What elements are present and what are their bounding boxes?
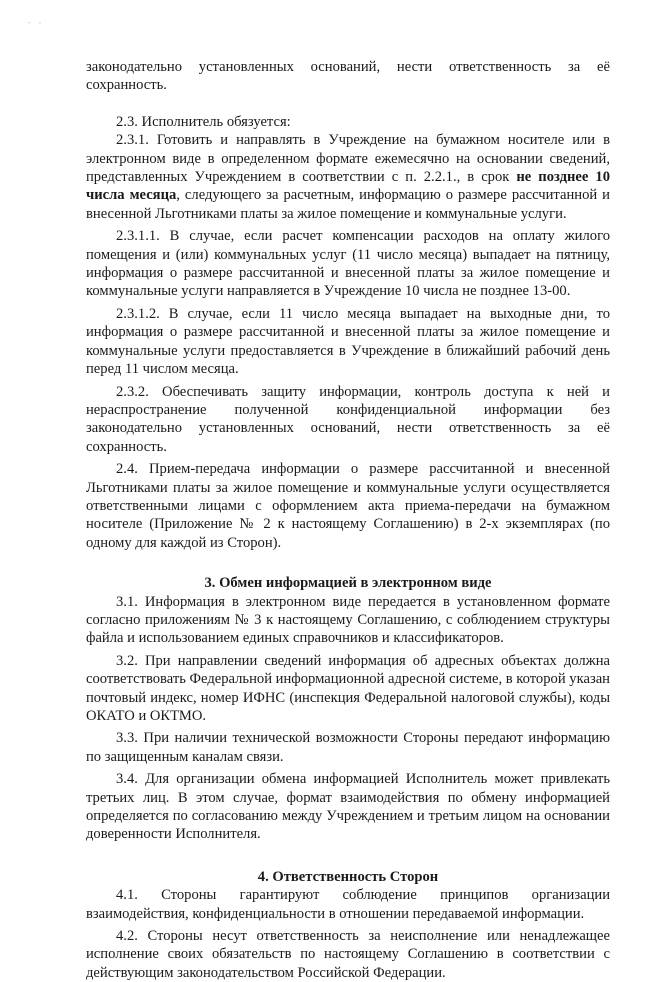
clause-3-2: 3.2. При направлении сведений информация об адресных объектах должна соответствовать Федеральной информационной адресной системе, в которой указан почтовый индекс, номер ИФНС (инспекция Федеральной налоговой службы), коды ОКАТО и ОКТМО. (86, 652, 610, 724)
clause-3-4: 3.4. Для организации обмена информацией Исполнитель может привлекать третьих лиц. В этом случае, формат взаимодействия по обмену информацией определяется по согласованию между Учреждением и третьим лицом на основании доверенности Исполнителя. (86, 771, 610, 843)
clause-2-3-1-deadline: не позднее 10 числа месяца (86, 169, 610, 204)
page-mark: - - (28, 18, 45, 27)
clause-2-3-1-2: 2.3.1.2. В случае, если 11 число месяца выпадает на выходные дни, то информация о размере рассчитанной и внесенной платы за жилое помещение и коммунальные услуги предоставляется в Учреждение в ближайший рабочий день перед 11 числом месяца. (86, 305, 610, 378)
clause-2-4: 2.4. Прием-передача информации о размере рассчитанной и внесенной Льготниками платы за жилое помещение и коммунальные услуги осуществляется ответственными лицами с оформлением акта приема-передачи на бумажном носителе (Приложение № 2 к настоящему Соглашению) в 2-х экземплярах (по одному для каждой из Сторон). (86, 461, 610, 551)
section-3-heading: 3. Обмен информацией в электронном виде (204, 575, 492, 592)
clause-2-3-1-text-b: , следующего за расчетным, информацию о размере рассчитанной и внесенной Льготниками платы за жилое помещение и коммунальные услуги. (86, 187, 610, 222)
clause-2-3-1-text-a: 2.3.1. Готовить и направлять в Учреждение на бумажном носителе или в электронном виде в определенном формате ежемесячно на основании сведений, представленных Учреждением в соответствии с п. 2.2.1., в срок (86, 132, 610, 186)
clause-2-3-1 (86, 131, 610, 223)
clause-4-1: 4.1. Стороны гарантируют соблюдение принципов организации взаимодействия, конфиденциальности в отношении передаваемой информации. (86, 887, 610, 922)
section-2-3-title: 2.3. Исполнитель обязуется: (116, 113, 291, 130)
intro-paragraph: законодательно установленных оснований, нести ответственность за её сохранность. (86, 59, 610, 94)
clause-3-3: 3.3. При наличии технической возможности Стороны передают информацию по защищенным каналам связи. (86, 730, 610, 765)
clause-3-1: 3.1. Информация в электронном виде передается в установленном формате согласно приложениям № 3 к настоящему Соглашению, с соблюдением структуры файла и использованием единых справочников и классификаторов. (86, 593, 610, 647)
clause-4-2: 4.2. Стороны несут ответственность за неисполнение или ненадлежащее исполнение своих обязательств по настоящему Соглашению в соответствии с действующим законодательством Российской Федерации. (86, 928, 610, 981)
clause-2-3-2: 2.3.2. Обеспечивать защиту информации, контроль доступа к ней и нераспространение полученной конфиденциальной информации без законодательно установленных оснований, нести ответственность за её сохранность. (86, 383, 610, 455)
section-4-heading: 4. Ответственность Сторон (257, 868, 439, 885)
clause-2-3-1-1: 2.3.1.1. В случае, если расчет компенсации расходов на оплату жилого помещения и (или) коммунальных услуг (11 число месяца) выпадает на пятницу, информация о размере рассчитанной и внесенной платы за жилое помещение и коммунальные услуги направляется в Учреждение 10 числа не позднее 13-00. (86, 228, 610, 300)
